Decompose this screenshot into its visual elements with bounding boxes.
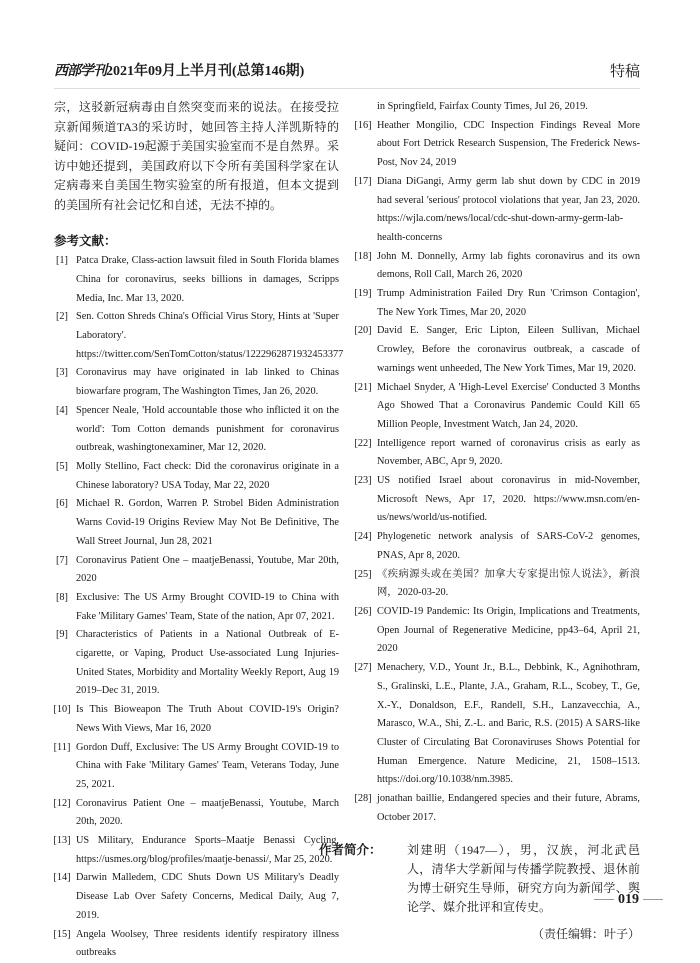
reference-text: Darwin Malledem, CDC Shuts Down US Military's Deadly Disease Lab Over Safety Concerns, Medical Daily, Aug 7, 2019.	[76, 872, 339, 921]
reference-item	[54, 364, 339, 401]
reference-number: [19]	[354, 288, 372, 300]
reference-number: [8]	[55, 591, 68, 603]
editor-credit: （责任编辑：叶子）	[531, 927, 640, 942]
reference-text: Spencer Neale, 'Hold accountable those who inflicted it on the world': Tom Cotton demands punishment for coronavirus outbreak, washingtonexaminer, Mar 12, 2020.	[76, 404, 339, 454]
reference-number: [4]	[55, 404, 68, 416]
reference-text: 《疾病源头或在美国？加拿大专家提出惊人说法》，新浪网，2020-03-20.	[377, 568, 640, 599]
reference-number: [5]	[55, 461, 68, 472]
reference-item	[54, 869, 339, 925]
reference-number: [17]	[354, 175, 372, 187]
reference-text: Heather Mongilio, CDC Inspection Findings Reveal More about Fort Detrick Research Suspension, The Frederick News-Post, Nov 24, 2019	[377, 119, 640, 169]
reference-number: [28]	[354, 793, 372, 805]
reference-text: COVID-19 Pandemic: Its Origin, Implications and Treatments, Open Journal of Regenerative Medicine, pp43–64, April 21, 2020	[377, 605, 640, 655]
reference-number: [11]	[53, 741, 71, 753]
reference-item	[54, 739, 339, 795]
reference-item	[54, 832, 339, 869]
reference-text: Phylogenetic network analysis of SARS-CoV-2 genomes, PNAS, Apr 8, 2020.	[377, 531, 640, 561]
reference-number: [22]	[354, 437, 372, 449]
reference-number: [6]	[55, 498, 68, 510]
running-header	[54, 60, 640, 84]
issue-info: 2021年09月上半月刊(总第146期)	[106, 64, 305, 79]
reference-text: Patca Drake, Class-action lawsuit filed in South Florida blames China for coronavirus, seeks billions in damages, Scripps Media, Inc. Mar 13, 2020.	[76, 255, 339, 304]
reference-item	[54, 795, 339, 832]
reference-text: Characteristics of Patients in a National Outbreak of E-cigarette, or Vaping, Product Use-associated Lung Injuries-United States, Morbidity and Mortality Weekly Report, Aug 19 2019–Dec 31, 2019.	[76, 629, 339, 697]
reference-text: Intelligence report warned of coronavirus crisis as early as November, ABC, Apr 9, 2020.	[377, 437, 640, 468]
reference-item	[54, 458, 339, 495]
reference-number: [18]	[354, 250, 372, 262]
left-column	[53, 98, 344, 963]
header-divider	[54, 88, 640, 89]
reference-list-right	[355, 117, 640, 828]
reference-number: [13]	[53, 835, 71, 847]
reference-item	[355, 173, 640, 248]
reference-item	[54, 626, 339, 701]
references-heading: 参考文献：	[54, 233, 117, 248]
reference-number: [21]	[354, 381, 372, 393]
reference-text: Coronavirus Patient One – maatjeBenassi, Youtube, Mar 20th, 2020	[76, 554, 339, 585]
reference-item	[355, 248, 640, 285]
reference-item	[54, 308, 344, 364]
reference-item	[355, 566, 640, 603]
body-paragraph: 宗，这驳新冠病毒由自然突变而来的说法。在接受拉京新闻频道TA3的采访时，她回答主持人洋凯斯特的疑问：COVID-19起源于美国实验室而不是自然界。采访中她还提到，美国政府以下令所有美国科学家在认定病毒来自美国生物实验室的所有报道，但本文提到的美国所有社会记忆和自述，无法不掉的。	[54, 100, 339, 212]
reference-number: [10]	[53, 704, 71, 716]
reference-item	[54, 402, 339, 458]
section-label: 特稿	[609, 64, 640, 80]
reference-item	[355, 528, 640, 565]
reference-number: [1]	[55, 255, 68, 267]
reference-item	[355, 117, 640, 173]
reference-list-left	[53, 252, 344, 963]
reference-text: Angela Woolsey, Three residents identify respiratory illness outbreaks	[76, 928, 339, 959]
reference-item	[54, 252, 339, 308]
reference-item	[355, 322, 640, 378]
reference-text: Coronavirus Patient One – maatjeBenassi, Youtube, March 20th, 2020.	[76, 797, 339, 828]
page-number: 019	[590, 892, 667, 908]
reference-number: [12]	[53, 797, 71, 809]
reference-text: Coronavirus may have originated in lab linked to Chinas biowarfare program, The Washington Times, Jan 26, 2020.	[76, 367, 339, 398]
reference-text: Michael R. Gordon, Warren P. Strobel Biden Administration Warns Covid-19 Origins Review May Not Be Definitive, The Wall Street Journal, Jun 28, 2021	[76, 498, 339, 547]
reference-item	[54, 552, 339, 589]
reference-number: [20]	[354, 325, 372, 337]
reference-text: Diana DiGangi, Army germ lab shut down by CDC in 2019 had several 'serious' protocol violations that year, Jan 23, 2020. https://wjla.com/news/local/cdc-shut-down-army-germ-lab-health-concerns	[377, 175, 640, 243]
reference-number: [16]	[354, 119, 372, 131]
reference-number: [14]	[53, 872, 71, 884]
reference-number: [25]	[354, 568, 372, 580]
reference-text: Molly Stellino, Fact check: Did the coronavirus originate in a Chinese laboratory? USA Today, Mar 22, 2020	[76, 461, 339, 491]
reference-number: [27]	[354, 662, 372, 674]
reference-number: [15]	[53, 928, 71, 940]
reference-text: US notified Israel about coronavirus in mid-November, Microsoft News, Apr 17, 2020. https://www.msn.com/en-us/news/world/us-notified.	[377, 475, 640, 524]
reference-number: [24]	[354, 531, 372, 543]
reference-item	[54, 495, 339, 551]
reference-text: Menachery, V.D., Yount Jr., B.L., Debbink, K., Agnihothram, S., Gralinski, L.E., Plante, J.A., Graham, R.L., Scobey, T., Ge, X.-Y., Donaldson, E.F., Randell, S.H., Lanzavecchia, A., Marasco, W.A., Shi, Z.-L. and Baric, R.S. (2015) A SARS-like Cluster of Circulating Bat Coronaviruses Shows Potential for Human Emergence. Nature Medicine, 21, 1508–1513. https://doi.org/10.1038/nm.3985.	[377, 662, 640, 786]
reference-text: Sen. Cotton Shreds China's Official Virus Story, Hints at 'Super Laboratory'. https://twitter.com/SenTomCotton/status/1222962871932453377	[76, 311, 344, 360]
reference-item	[355, 472, 640, 528]
reference-item	[54, 926, 339, 963]
reference-text: Trump Administration Failed Dry Run 'Crimson Contagion', The New York Times, Mar 20, 2020	[377, 288, 640, 318]
reference-text: jonathan baillie, Endangered species and their future, Abrams, October 2017.	[377, 793, 640, 823]
reference-text: Exclusive: The US Army Brought COVID-19 to China with Fake 'Military Games' Team, State of the nation, Apr 07, 2021.	[76, 591, 339, 622]
reference-number: [23]	[354, 475, 372, 487]
reference-number: [26]	[354, 605, 372, 617]
reference-item	[355, 379, 640, 435]
reference-number: [9]	[55, 629, 68, 641]
reference-continuation: in Springfield, Fairfax County Times, Jul 26, 2019.	[377, 101, 588, 112]
reference-item	[355, 790, 640, 827]
reference-number: [7]	[55, 554, 68, 566]
reference-item	[355, 659, 640, 790]
reference-text: US Military, Endurance Sports–Maatje Benassi Cycling, https://usmes.org/blog/profiles/maatje-benassi/, Mar 25, 2020.	[76, 835, 339, 865]
right-column	[319, 98, 640, 944]
reference-number: [2]	[55, 311, 68, 323]
author-bio-text: 刘建明（1947—），男，汉族，河北武邑人，清华大学新闻与传播学院教授、退休前为博士研究生导师，研究方向为新闻学、舆论学、媒介批评和宣传史。	[407, 843, 640, 915]
author-bio-label: 作者简介：	[319, 843, 382, 858]
reference-item	[355, 603, 640, 659]
reference-number: [3]	[55, 367, 68, 379]
reference-text: Is This Bioweapon The Truth About COVID-19's Origin? News With Views, Mar 16, 2020	[76, 704, 339, 734]
reference-item	[355, 435, 640, 472]
journal-logo: 西部学刊	[54, 63, 106, 79]
reference-text: Gordon Duff, Exclusive: The US Army Brought COVID-19 to China with Fake 'Military Games' Team, Veterans Today, June 25, 2021.	[76, 741, 339, 790]
reference-text: David E. Sanger, Eric Lipton, Eileen Sullivan, Michael Crowley, Before the coronavirus outbreak, a cascade of warnings went unheeded, The New York Times, Mar 19, 2020.	[377, 325, 640, 374]
reference-item	[355, 285, 640, 322]
reference-text: Michael Snyder, A 'High-Level Exercise' Conducted 3 Months Ago Showed That a Coronavirus Pandemic Could Kill 65 Million People, Investment Watch, Jan 24, 2020.	[377, 381, 640, 430]
reference-item	[54, 589, 339, 626]
reference-text: John M. Donnelly, Army lab fights coronavirus and its own demons, Roll Call, March 26, 2020	[377, 250, 640, 281]
reference-item	[54, 701, 339, 738]
